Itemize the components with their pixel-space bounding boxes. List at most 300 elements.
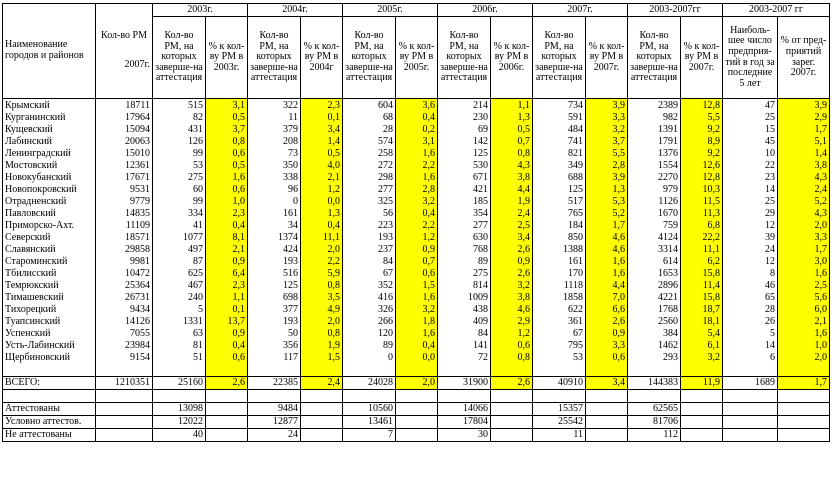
count-cell: 29 [723,207,778,219]
header-year-2007: 2007г. [533,4,628,17]
percent-cell: 1,6 [396,147,438,159]
empty-cell [533,389,586,402]
percent-cell: 0,5 [206,159,248,171]
count-cell: 214 [438,99,491,112]
percent-cell: 12,8 [681,99,723,112]
table-row [3,135,830,147]
count-cell: 24 [723,243,778,255]
table-row [3,315,830,327]
table-row [3,267,830,279]
total-percent: 2,4 [301,376,343,389]
rm-count: 11109 [96,219,153,231]
count-cell: 298 [343,171,396,183]
count-cell: 84 [438,327,491,339]
empty-cell [778,415,830,428]
empty-cell [396,402,438,415]
count-cell: 1331 [153,315,206,327]
percent-cell: 3,8 [491,291,533,303]
count-cell: 161 [248,207,301,219]
empty-cell [586,389,628,402]
percent-cell: 4,6 [586,231,628,243]
total-count: 31900 [438,376,491,389]
percent-cell: 2,6 [586,315,628,327]
count-cell: 1374 [248,231,301,243]
district-name: Кущевский [3,123,96,135]
footer-count: 7 [343,428,396,441]
percent-cell: 0,1 [301,111,343,123]
count-cell: 12 [723,255,778,267]
footer-count: 13461 [343,415,396,428]
count-cell: 530 [438,159,491,171]
total-label: ВСЕГО: [3,376,96,389]
percent-cell: 4,3 [778,171,830,183]
count-cell: 125 [438,147,491,159]
count-cell: 1653 [628,267,681,279]
count-cell: 5 [723,327,778,339]
percent-cell: 1,9 [491,195,533,207]
count-cell: 515 [153,99,206,112]
district-name: Приморско-Ахт. [3,219,96,231]
percent-cell: 1,8 [396,315,438,327]
header-rm-year: 2007г. [124,59,150,70]
count-cell: 8 [723,267,778,279]
count-cell: 6 [723,351,778,363]
empty-cell [533,363,586,376]
empty-cell [153,389,206,402]
count-cell: 1462 [628,339,681,351]
empty-cell [491,428,533,441]
count-cell: 2560 [628,315,681,327]
attestation-table [2,3,830,442]
count-cell: 11 [248,111,301,123]
count-cell: 325 [343,195,396,207]
count-cell: 142 [438,135,491,147]
empty-cell [96,402,153,415]
total-percent: 3,4 [586,376,628,389]
count-cell: 28 [343,123,396,135]
district-name: Тбилисский [3,267,96,279]
empty-cell [301,428,343,441]
empty-cell [96,389,153,402]
rm-count: 18711 [96,99,153,112]
count-cell: 99 [153,147,206,159]
count-cell: 384 [628,327,681,339]
count-cell: 356 [248,339,301,351]
count-cell: 3314 [628,243,681,255]
percent-cell: 1,7 [778,123,830,135]
percent-cell: 1,4 [778,147,830,159]
spacer-row [3,389,830,402]
percent-cell: 0,6 [206,351,248,363]
count-cell: 379 [248,123,301,135]
district-name: Новокубанский [3,171,96,183]
rm-count: 26731 [96,291,153,303]
percent-cell: 5,5 [586,147,628,159]
rm-count: 9981 [96,255,153,267]
rm-count: 17964 [96,111,153,123]
rm-count: 17671 [96,171,153,183]
percent-cell: 11,1 [681,243,723,255]
percent-cell: 6,6 [586,303,628,315]
total-count: 22385 [248,376,301,389]
count-cell: 349 [533,159,586,171]
percent-cell: 6,2 [681,255,723,267]
percent-cell: 0,7 [396,255,438,267]
footer-row [3,415,830,428]
percent-cell: 11,5 [681,195,723,207]
total-percent: 1,7 [778,376,830,389]
table-row [3,219,830,231]
count-cell: 99 [153,195,206,207]
district-name: Староминский [3,255,96,267]
footer-count: 40 [153,428,206,441]
percent-cell: 1,0 [778,339,830,351]
count-cell: 322 [248,99,301,112]
count-cell: 96 [248,183,301,195]
header-name: Наименование городов и районов [3,4,96,99]
empty-cell [248,363,301,376]
percent-cell: 1,6 [586,267,628,279]
count-cell: 125 [248,279,301,291]
empty-cell [301,402,343,415]
percent-cell: 3,8 [778,159,830,171]
table-row [3,207,830,219]
percent-cell: 3,2 [586,123,628,135]
count-cell: 5 [153,303,206,315]
percent-cell: 3,3 [586,111,628,123]
percent-cell: 0,4 [206,219,248,231]
count-cell: 350 [248,159,301,171]
count-cell: 81 [153,339,206,351]
count-cell: 87 [153,255,206,267]
count-cell: 14 [723,183,778,195]
district-name: Тихорецкий [3,303,96,315]
table-row [3,291,830,303]
percent-cell: 0,7 [491,135,533,147]
empty-cell [628,363,681,376]
footer-count: 12877 [248,415,301,428]
percent-cell: 1,7 [586,219,628,231]
percent-cell: 6,4 [206,267,248,279]
rm-count: 10472 [96,267,153,279]
count-cell: 1554 [628,159,681,171]
percent-cell: 0,9 [586,327,628,339]
percent-cell: 3,6 [396,99,438,112]
count-cell: 1376 [628,147,681,159]
table-row [3,195,830,207]
count-cell: 193 [343,231,396,243]
count-cell: 120 [343,327,396,339]
rm-count: 12361 [96,159,153,171]
count-cell: 10 [723,147,778,159]
percent-cell: 2,1 [778,315,830,327]
header-year-2006: 2006г. [438,4,533,17]
percent-cell: 1,7 [778,243,830,255]
total-rm: 1210351 [96,376,153,389]
count-cell: 67 [533,327,586,339]
count-cell: 377 [248,303,301,315]
total-percent: 11,9 [681,376,723,389]
percent-cell: 4,6 [491,303,533,315]
count-cell: 688 [533,171,586,183]
percent-cell: 0,4 [396,207,438,219]
table-row [3,159,830,171]
percent-cell: 3,7 [586,135,628,147]
count-cell: 424 [248,243,301,255]
percent-cell: 12,6 [681,159,723,171]
percent-cell: 2,8 [396,183,438,195]
count-cell: 1388 [533,243,586,255]
empty-cell [491,389,533,402]
percent-cell: 8,9 [681,135,723,147]
table-row [3,339,830,351]
percent-cell: 1,2 [301,183,343,195]
percent-cell: 5,4 [681,327,723,339]
percent-cell: 0,6 [396,267,438,279]
total-row [3,376,830,389]
percent-cell: 3,7 [206,123,248,135]
count-cell: 821 [533,147,586,159]
count-cell: 193 [248,255,301,267]
count-cell: 45 [723,135,778,147]
percent-cell: 0,1 [206,303,248,315]
percent-cell: 5,6 [778,291,830,303]
percent-cell: 5,2 [586,207,628,219]
percent-cell: 3,0 [778,255,830,267]
count-cell: 89 [438,255,491,267]
percent-cell: 0,8 [301,327,343,339]
count-cell: 431 [153,123,206,135]
count-cell: 89 [343,339,396,351]
count-cell: 979 [628,183,681,195]
empty-cell [723,363,778,376]
count-cell: 41 [153,219,206,231]
percent-cell: 1,6 [396,171,438,183]
empty-cell [586,428,628,441]
table-row [3,231,830,243]
total-count: 25160 [153,376,206,389]
percent-cell: 0,4 [396,111,438,123]
count-cell: 84 [343,255,396,267]
empty-cell [778,428,830,441]
header-pct-2003: % к кол-ву РМ в 2003г. [206,17,248,99]
district-name: Туапсинский [3,315,96,327]
count-cell: 208 [248,135,301,147]
footer-count: 11 [533,428,586,441]
count-cell: 814 [438,279,491,291]
header-pct-2005: % к кол-ву РМ в 2005г. [396,17,438,99]
percent-cell: 3,2 [491,279,533,291]
footer-count: 24 [248,428,301,441]
header-rm [96,4,153,99]
spacer-row [3,363,830,376]
percent-cell: 2,2 [301,255,343,267]
count-cell: 334 [153,207,206,219]
count-cell: 361 [533,315,586,327]
count-cell: 604 [343,99,396,112]
header-cnt-total: Кол-во РМ, на которых заверше-на аттестация [628,17,681,99]
count-cell: 850 [533,231,586,243]
empty-cell [586,363,628,376]
percent-cell: 2,5 [778,279,830,291]
percent-cell: 3,3 [586,339,628,351]
district-name: Лабинский [3,135,96,147]
count-cell: 193 [248,315,301,327]
count-cell: 4124 [628,231,681,243]
empty-cell [96,428,153,441]
empty-cell [681,415,723,428]
empty-cell [723,428,778,441]
percent-cell: 1,3 [491,111,533,123]
count-cell: 734 [533,99,586,112]
count-cell: 574 [343,135,396,147]
percent-cell: 0,5 [301,147,343,159]
percent-cell: 0,8 [301,279,343,291]
count-cell: 237 [343,243,396,255]
rm-count: 14126 [96,315,153,327]
count-cell: 517 [533,195,586,207]
rm-count: 7055 [96,327,153,339]
header-cnt-2006: Кол-во РМ, на которых заверше-на аттестация [438,17,491,99]
count-cell: 184 [533,219,586,231]
count-cell: 622 [533,303,586,315]
count-cell: 12 [723,219,778,231]
total-count: 144383 [628,376,681,389]
header-year-2005: 2005г. [343,4,438,17]
percent-cell: 1,6 [778,267,830,279]
district-name: Ленинградский [3,147,96,159]
district-name: Новопокровский [3,183,96,195]
rm-count: 9531 [96,183,153,195]
count-cell: 4221 [628,291,681,303]
count-cell: 73 [248,147,301,159]
count-cell: 1391 [628,123,681,135]
count-cell: 741 [533,135,586,147]
count-cell: 0 [248,195,301,207]
total-percent: 2,6 [206,376,248,389]
count-cell: 161 [533,255,586,267]
count-cell: 1791 [628,135,681,147]
count-cell: 2270 [628,171,681,183]
rm-count: 14835 [96,207,153,219]
count-cell: 50 [248,327,301,339]
empty-cell [301,415,343,428]
empty-cell [206,363,248,376]
empty-cell [3,363,96,376]
rm-count: 9434 [96,303,153,315]
percent-cell: 10,3 [681,183,723,195]
percent-cell: 1,6 [396,327,438,339]
count-cell: 67 [343,267,396,279]
empty-cell [301,363,343,376]
percent-cell: 22,2 [681,231,723,243]
count-cell: 22 [723,159,778,171]
percent-cell: 6,0 [778,303,830,315]
percent-cell: 1,0 [206,195,248,207]
percent-cell: 6,8 [681,219,723,231]
percent-cell: 2,9 [491,315,533,327]
percent-cell: 11,1 [301,231,343,243]
percent-cell: 4,0 [301,159,343,171]
percent-cell: 4,4 [491,183,533,195]
percent-cell: 1,3 [586,183,628,195]
percent-cell: 0,5 [491,123,533,135]
percent-cell: 11,4 [681,279,723,291]
rm-count: 15094 [96,123,153,135]
percent-cell: 4,9 [301,303,343,315]
header-pct-2006: % к кол-ву РМ в 2006г. [491,17,533,99]
percent-cell: 5,9 [301,267,343,279]
percent-cell: 1,5 [301,351,343,363]
district-name: Северский [3,231,96,243]
rm-count: 9154 [96,351,153,363]
empty-cell [491,402,533,415]
percent-cell: 2,0 [301,243,343,255]
count-cell: 141 [438,339,491,351]
percent-cell: 2,1 [301,171,343,183]
table-row [3,327,830,339]
count-cell: 1118 [533,279,586,291]
count-cell: 277 [438,219,491,231]
empty-cell [3,389,96,402]
percent-cell: 2,8 [586,159,628,171]
count-cell: 34 [248,219,301,231]
count-cell: 352 [343,279,396,291]
empty-cell [438,389,491,402]
count-cell: 170 [533,267,586,279]
count-cell: 698 [248,291,301,303]
empty-cell [723,402,778,415]
percent-cell: 2,3 [206,207,248,219]
count-cell: 326 [343,303,396,315]
footer-count: 25542 [533,415,586,428]
empty-cell [206,389,248,402]
percent-cell: 0,6 [206,183,248,195]
percent-cell: 0,9 [206,327,248,339]
count-cell: 1126 [628,195,681,207]
percent-cell: 1,1 [206,291,248,303]
percent-cell: 2,4 [778,183,830,195]
table-row [3,171,830,183]
header-pct-2007: % к кол-ву РМ в 2007г. [586,17,628,99]
percent-cell: 0,8 [206,135,248,147]
percent-cell: 12,8 [681,171,723,183]
count-cell: 275 [153,171,206,183]
count-cell: 614 [628,255,681,267]
count-cell: 765 [533,207,586,219]
percent-cell: 5,3 [586,195,628,207]
percent-cell: 8,1 [206,231,248,243]
count-cell: 125 [533,183,586,195]
count-cell: 982 [628,111,681,123]
header-year-total: 2003-2007гг [628,4,723,17]
count-cell: 60 [153,183,206,195]
district-name: Отрадненский [3,195,96,207]
count-cell: 25 [723,111,778,123]
percent-cell: 11,3 [681,207,723,219]
count-cell: 69 [438,123,491,135]
empty-cell [681,389,723,402]
count-cell: 63 [153,327,206,339]
count-cell: 230 [438,111,491,123]
footer-count: 10560 [343,402,396,415]
percent-cell: 4,6 [586,243,628,255]
district-name: Тимашевский [3,291,96,303]
percent-cell: 3,2 [396,195,438,207]
count-cell: 591 [533,111,586,123]
count-cell: 68 [343,111,396,123]
percent-cell: 2,4 [491,207,533,219]
